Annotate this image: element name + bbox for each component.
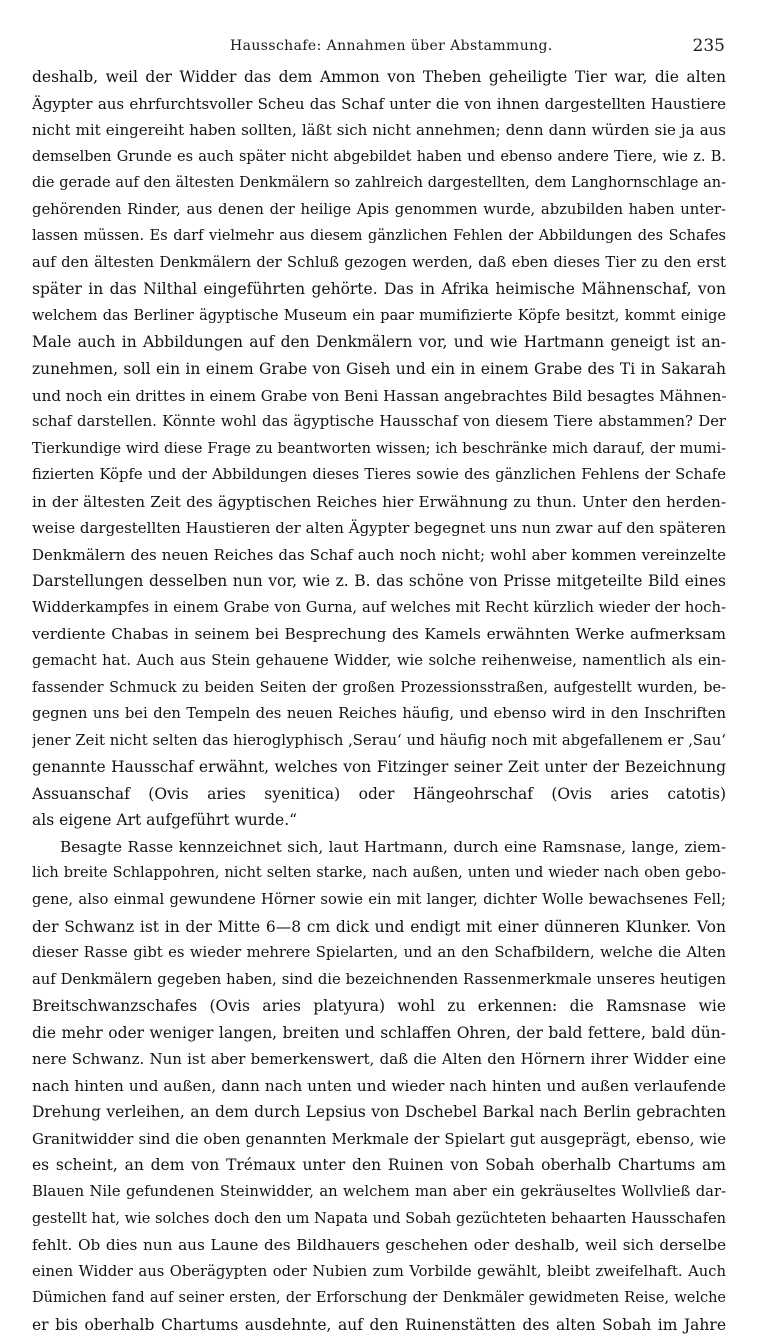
text-line: nere Schwanz. Nun ist aber bemerkenswert, daß die Alten den Hörnern ihrer Widder eine: [32, 1050, 726, 1069]
text-line: die mehr oder weniger langen, breiten und schlaffen Ohren, der bald fettere, bald dün-: [32, 1023, 726, 1042]
text-line: zunehmen, soll ein in einem Grabe von Giseh und ein in einem Grabe des Ti in Sakarah: [32, 360, 726, 379]
text-line: Tierkundige wird diese Frage zu beantworten wissen; ich beschränke mich darauf, der mumi-: [32, 440, 726, 457]
text-line: Darstellungen desselben nun vor, wie z. B. das schöne von Prisse mitgeteilte Bild eines: [32, 572, 726, 591]
text-line: fassender Schmuck zu beiden Seiten der großen Prozessionsstraßen, aufgestellt wurden, be-: [32, 679, 726, 696]
text-line: welchem das Berliner ägyptische Museum ein paar mumifizierte Köpfe besitzt, kommt einige: [32, 307, 726, 324]
text-line: gegnen uns bei den Tempeln des neuen Reiches häufig, und ebenso wird in den Inschriften: [32, 705, 726, 723]
text-line: jener Zeit nicht selten das hieroglyphisch ,Serau‘ und häufig noch mit abgefallenem er ,Sau‘: [32, 731, 726, 749]
text-line: als eigene Art aufgeführt wurde.“: [32, 811, 298, 830]
text-line: genannte Hausschaf erwähnt, welches von Fitzinger seiner Zeit unter der Bezeichnung: [32, 758, 726, 777]
text-line: Assuanschaf (Ovis aries syenitica) oder Hängeohrschaf (Ovis aries catotis): [32, 784, 726, 803]
text-line: und noch ein drittes in einem Grabe von Beni Hassan angebrachtes Bild besagtes Mähnen-: [32, 386, 726, 405]
text-line: der Schwanz ist in der Mitte 6—8 cm dick und endigt mit einer dünneren Klunker. Von: [32, 917, 726, 936]
text-line: Denkmälern des neuen Reiches das Schaf auch noch nicht; wohl aber kommen vereinzelte: [32, 545, 726, 564]
text-line: Male auch in Abbildungen auf den Denkmälern vor, und wie Hartmann geneigt ist an-: [32, 333, 726, 352]
text-line: gehörenden Rinder, aus denen der heilige Apis genommen wurde, abzubilden haben unter-: [32, 200, 726, 218]
text-line: lich breite Schlappohren, nicht selten starke, nach außen, unten und wieder nach oben gebo-: [32, 865, 726, 882]
text-line: Widderkampfes in einem Grabe von Gurna, auf welches mit Recht kürzlich wieder der hoch-: [32, 598, 726, 616]
text-line: die gerade auf den ältesten Denkmälern so zahlreich dargestellten, dem Langhornschlage an-: [32, 175, 726, 192]
text-line: weise dargestellten Haustieren der alten Ägypter begegnet uns nun zwar auf den späteren: [32, 519, 726, 538]
text-line: nach hinten und außen, dann nach unten und wieder nach hinten und außen verlaufende: [32, 1076, 726, 1095]
text-line: gestellt hat, wie solches doch den um Napata und Sobah gezüchteten behaarten Hausschafen: [32, 1210, 726, 1227]
page-number: 235: [692, 36, 725, 56]
text-line: demselben Grunde es auch später nicht abgebildet haben und ebenso andere Tiere, wie z. B.: [32, 148, 726, 165]
text-line: lassen müssen. Es darf vielmehr aus diesem gänzlichen Fehlen der Abbildungen des Schafes: [32, 228, 726, 245]
text-line: nicht mit eingereiht haben sollten, läßt sich nicht annehmen; denn dann würden sie ja aus: [32, 121, 726, 140]
text-line: gemacht hat. Auch aus Stein gehauene Widder, wie solche reihenweise, namentlich als ein-: [32, 652, 726, 670]
text-line: Blauen Nile gefundenen Steinwidder, an welchem man aber ein gekräuseltes Wollvließ dar-: [32, 1182, 726, 1200]
text-line: Breitschwanzschafes (Ovis aries platyura) wohl zu erkennen: die Ramsnase wie: [32, 997, 726, 1016]
text-line: auf den ältesten Denkmälern der Schluß gezogen werden, daß eben dieses Tier zu den erst: [32, 253, 726, 271]
text-line: fizierten Köpfe und der Abbildungen dieses Tieres sowie des gänzlichen Fehlens der Schafe: [32, 466, 726, 484]
text-line: später in das Nilthal eingeführten gehörte. Das in Afrika heimische Mähnenschaf, von: [32, 280, 726, 299]
text-line: Dümichen fand auf seiner ersten, der Erforschung der Denkmäler gewidmeten Reise, welche: [32, 1290, 726, 1307]
text-line: dieser Rasse gibt es wieder mehrere Spielarten, und an den Schafbildern, welche die Alten: [32, 944, 726, 962]
text-line: gene, also einmal gewundene Hörner sowie ein mit langer, dichter Wolle bewachsenes Fell;: [32, 890, 726, 908]
text-line: Ägypter aus ehrfurchtsvoller Scheu das Schaf unter die von ihnen dargestellten Haustiere: [32, 94, 726, 113]
running-header: Hausschafe: Annahmen über Abstammung.: [230, 38, 553, 54]
text-line: auf Denkmälern gegeben haben, sind die bezeichnenden Rassenmerkmale unseres heutigen: [32, 970, 726, 988]
text-line: es scheint, an dem von Trémaux unter den Ruinen von Sobah oberhalb Chartums am: [32, 1156, 726, 1175]
text-line: schaf darstellen. Könnte wohl das ägyptische Hausschaf von diesem Tiere abstammen? Der: [32, 413, 726, 431]
text-line: fehlt. Ob dies nun aus Laune des Bildhauers geschehen oder deshalb, weil sich derselbe: [32, 1236, 726, 1255]
text-line: einen Widder aus Oberägypten oder Nubien zum Vorbilde gewählt, bleibt zweifelhaft. Auch: [32, 1262, 726, 1280]
text-line: in der ältesten Zeit des ägyptischen Reiches hier Erwähnung zu thun. Unter den herden-: [32, 492, 726, 511]
text-line: er bis oberhalb Chartums ausdehnte, auf den Ruinenstätten des alten Sobah im Jahre: [32, 1315, 726, 1334]
text-line: Besagte Rasse kennzeichnet sich, laut Hartmann, durch eine Ramsnase, lange, ziem-: [60, 837, 726, 856]
text-line: Granitwidder sind die oben genannten Merkmale der Spielart gut ausgeprägt, ebenso, wie: [32, 1129, 726, 1148]
text-line: deshalb, weil der Widder das dem Ammon von Theben geheiligte Tier war, die alten: [32, 68, 726, 86]
text-line: verdiente Chabas in seinem bei Besprechung des Kamels erwähnten Werke aufmerksam: [32, 625, 726, 644]
body-text: [32, 64, 726, 1338]
text-line: Drehung verleihen, an dem durch Lepsius von Dschebel Barkal nach Berlin gebrachten: [32, 1103, 726, 1122]
